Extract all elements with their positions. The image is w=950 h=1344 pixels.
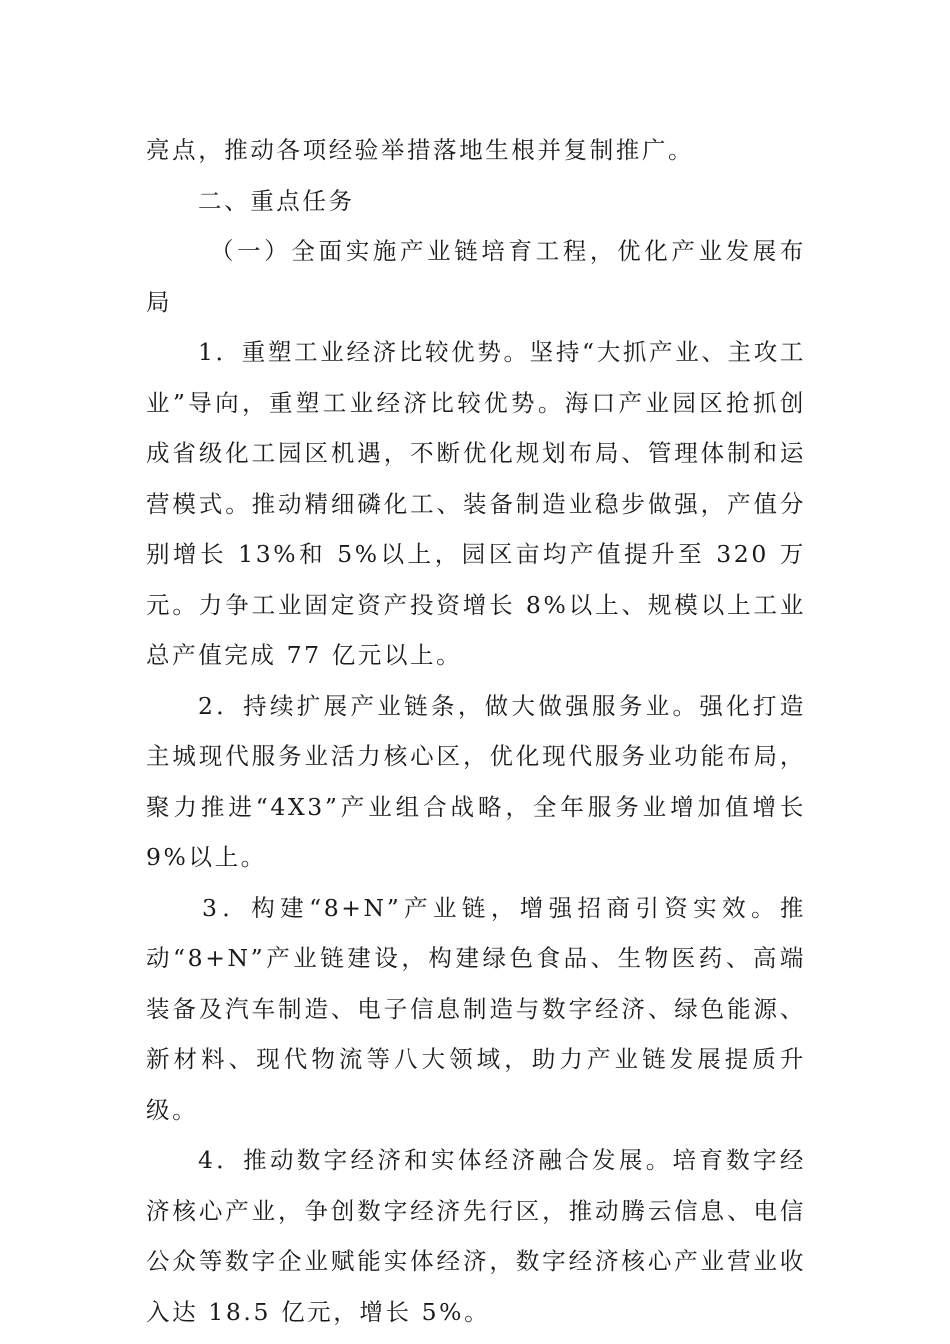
task-item-1: 1．重塑工业经济比较优势。坚持“大抓产业、主攻工业”导向，重塑工业经济比较优势。海口产业园区抢抓创成省级化工园区机遇，不断优化规划布局、管理体制和运营模式。推动精细磷化工、装备制造业稳步做强，产值分别增长 13%和 5%以上，园区亩均产值提升至 320 万元。力争工业固定资产投资增长 8%以上、规模以上工业总产值完成 77 亿元以上。 (146, 338, 806, 669)
document-body (146, 125, 806, 1337)
section-heading: 二、重点任务 (198, 186, 355, 215)
task-item-4: 4．推动数字经济和实体经济融合发展。培育数字经济核心产业，争创数字经济先行区，推动腾云信息、电信公众等数字企业赋能实体经济，数字经济核心产业营业收入达 18.5 亿元，增长 5%。 (146, 1146, 806, 1326)
task-item-2: 2．持续扩展产业链条，做大做强服务业。强化打造主城现代服务业活力核心区，优化现代服务业功能布局，聚力推进“4X3”产业组合战略，全年服务业增加值增长 9%以上。 (146, 691, 806, 871)
task-item-3: 3．构建“8+N”产业链，增强招商引资实效。推动“8+N”产业链建设，构建绿色食品、生物医药、高端装备及汽车制造、电子信息制造与数字经济、绿色能源、新材料、现代物流等八大领域，助力产业链发展提质升级。 (146, 893, 806, 1124)
paragraph-continuation: 亮点，推动各项经验举措落地生根并复制推广。 (146, 136, 695, 164)
subsection-heading: （一）全面实施产业链培育工程，优化产业发展布局 (146, 237, 806, 316)
